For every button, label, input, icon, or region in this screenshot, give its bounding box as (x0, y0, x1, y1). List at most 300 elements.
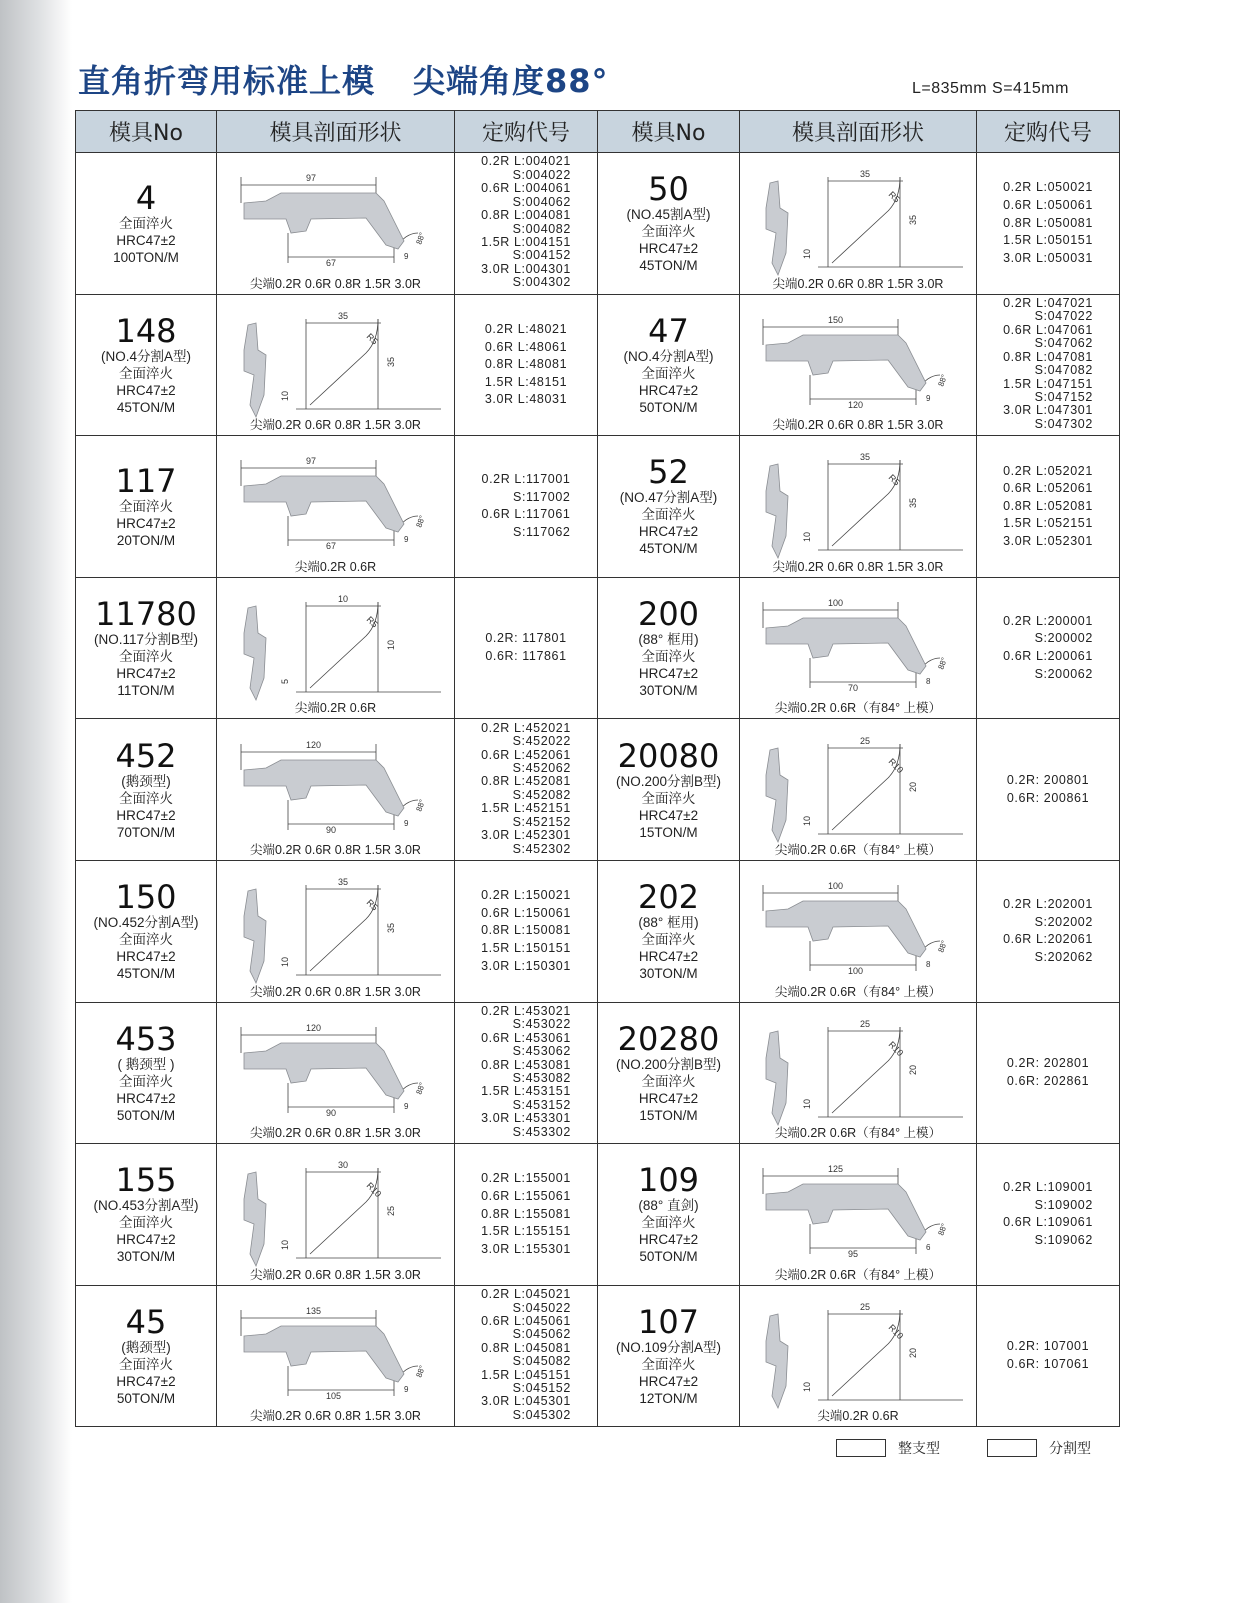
order-code-cell (455, 719, 598, 861)
dim-angle: 88° (936, 656, 950, 671)
die-spec-line: 50TON/M (639, 399, 698, 415)
die-spec-line: (88° 框用) (638, 915, 699, 931)
die-spec-line: 全面淬火 (641, 932, 696, 948)
die-profile-cell (740, 1002, 977, 1144)
die-profile-drawing (226, 1296, 446, 1416)
order-code: 3.0R L:045301 (481, 1394, 571, 1409)
dim-radius: R10 (886, 1322, 906, 1342)
order-code: 0.2R L:452021 (481, 720, 571, 735)
die-number-cell (76, 860, 217, 1002)
die-spec-line: 全面淬火 (119, 215, 173, 231)
tip-radius-options: 尖端0.2R 0.6R (294, 559, 377, 574)
dim-foot: 10 (279, 390, 290, 401)
die-spec-line: HRC47±2 (638, 241, 699, 257)
die-profile-drawing (226, 305, 446, 425)
die-number-cell (76, 1144, 217, 1286)
dim-bottom: 70 (848, 683, 859, 694)
header-die-no: 模具No (76, 111, 217, 153)
order-code: S:452302 (512, 841, 571, 856)
dim-height: 35 (385, 356, 396, 367)
order-code-cell (977, 153, 1120, 295)
order-code: 0.8R L:453081 (481, 1057, 571, 1072)
die-profile-drawing (226, 1154, 446, 1274)
dim-top: 25 (860, 1018, 871, 1029)
dim-tip: 9 (926, 393, 931, 403)
die-profile-cell (740, 436, 977, 578)
die-number-cell (598, 1285, 740, 1427)
die-profile-cell (217, 1002, 455, 1144)
order-code: S:109062 (1034, 1233, 1093, 1248)
die-spec-line: 45TON/M (116, 966, 176, 982)
die-spec-line: 全面淬火 (641, 224, 696, 240)
order-code: 0.6R: 107061 (1006, 1357, 1090, 1372)
dim-bottom: 105 (325, 1391, 341, 1402)
order-code: 3.0R L:052301 (1003, 533, 1093, 548)
die-profile-cell (217, 294, 455, 436)
order-code: 0.2R L:453021 (481, 1004, 571, 1019)
die-spec-line: 30TON/M (639, 683, 698, 699)
die-profile-drawing (748, 1296, 968, 1416)
die-spec-line: (NO.47分割A型) (619, 490, 718, 506)
order-code-cell (977, 1285, 1120, 1427)
die-spec-line: HRC47±2 (638, 949, 699, 965)
tip-radius-options: 尖端0.2R 0.6R (294, 701, 377, 716)
order-code: 0.8R L:48081 (484, 357, 568, 372)
die-spec-line: 100TON/M (113, 249, 179, 265)
legend-split: 分割型 (987, 1438, 1091, 1458)
dim-bottom: 67 (325, 258, 336, 269)
dim-top: 35 (860, 452, 871, 463)
order-code: 1.5R L:052151 (1003, 516, 1093, 531)
die-number-cell (598, 1144, 740, 1286)
dim-bottom: 90 (325, 824, 336, 835)
order-code: 0.2R L:48021 (484, 321, 568, 336)
dim-foot: 10 (279, 957, 290, 968)
die-spec-line: 全面淬火 (119, 1215, 173, 1231)
dim-top: 97 (305, 456, 316, 467)
die-profile-drawing (748, 588, 968, 708)
order-code-list (1007, 772, 1089, 807)
die-spec-line: (NO.109分割A型) (615, 1340, 722, 1356)
order-code: S:452082 (512, 787, 571, 802)
tip-radius-options: 尖端0.2R 0.6R 0.8R 1.5R 3.0R (250, 1126, 421, 1141)
order-code: 0.6R L:004061 (481, 181, 571, 196)
page-title: 直角折弯用标准上模 尖端角度88° (78, 62, 609, 100)
order-code: S:200002 (1034, 631, 1093, 646)
dim-foot: 5 (279, 679, 290, 685)
tip-radius-options: 尖端0.2R 0.6R 0.8R 1.5R 3.0R (250, 1267, 421, 1282)
order-code: 0.6R L:050061 (1003, 197, 1093, 212)
dim-bottom: 95 (848, 1249, 859, 1260)
order-code: 0.2R L:047021 (1003, 296, 1093, 311)
order-code: 0.2R L:052021 (1003, 463, 1093, 478)
order-code: 0.6R: 202861 (1006, 1073, 1090, 1088)
die-profile-cell (217, 1285, 455, 1427)
die-profile-cell (740, 294, 977, 436)
die-profile-cell (217, 153, 455, 295)
order-code: 0.8R L:150081 (481, 923, 571, 938)
order-code: S:117062 (513, 525, 571, 540)
dim-foot: 10 (802, 249, 812, 260)
die-spec-line: 15TON/M (639, 1107, 698, 1123)
die-spec-line: 全面淬火 (641, 365, 696, 381)
order-code-cell (455, 436, 598, 578)
die-spec-line: (鹅颈型) (121, 773, 171, 789)
tip-radius-options: 尖端0.2R 0.6R 0.8R 1.5R 3.0R (250, 1409, 421, 1424)
order-code: S:004062 (512, 194, 571, 209)
dim-foot: 10 (279, 1240, 290, 1251)
order-code-list (481, 155, 571, 289)
die-profile-drawing (226, 871, 446, 991)
order-code: 0.8R L:050081 (1003, 215, 1093, 230)
dim-top: 35 (860, 169, 871, 180)
order-code: S:045152 (512, 1381, 571, 1396)
die-catalog-table (75, 110, 1120, 1427)
die-spec-line: HRC47±2 (116, 232, 176, 248)
order-code-cell (455, 577, 598, 719)
dim-radius: R5 (364, 331, 380, 347)
dim-height: 20 (908, 1064, 918, 1075)
dim-top: 100 (828, 598, 844, 609)
order-code: S:117002 (513, 489, 571, 504)
die-spec-line: 70TON/M (116, 824, 176, 840)
order-code: 0.6R L:452061 (481, 747, 571, 762)
die-spec-line: HRC47±2 (116, 807, 176, 823)
die-spec-line: 45TON/M (639, 258, 698, 274)
dim-angle: 88° (936, 373, 950, 388)
order-code: S:453152 (512, 1097, 571, 1112)
die-spec-line: 全面淬火 (119, 649, 173, 665)
tip-radius-options: 尖端0.2R 0.6R（有84° 上模） (774, 1126, 942, 1141)
die-spec-line: HRC47±2 (116, 382, 176, 398)
die-number: 109 (637, 1161, 700, 1200)
table-row (76, 153, 1120, 295)
order-code: S:453302 (512, 1124, 571, 1139)
tip-radius-options: 尖端0.2R 0.6R 0.8R 1.5R 3.0R (250, 842, 421, 857)
dim-foot: 10 (802, 532, 812, 543)
dim-tip: 8 (926, 960, 931, 970)
dim-top: 120 (305, 1022, 321, 1033)
order-code: S:004152 (512, 248, 571, 263)
die-number-cell (598, 860, 740, 1002)
order-code-list (481, 887, 571, 975)
order-code: 1.5R L:045151 (481, 1367, 571, 1382)
dim-radius: R5 (886, 472, 902, 489)
die-number-cell (76, 1002, 217, 1144)
order-code-cell (977, 1002, 1120, 1144)
die-spec-line: (NO.117分割B型) (93, 632, 199, 648)
legend-whole: 整支型 (836, 1438, 940, 1458)
die-spec-line: 全面淬火 (119, 790, 173, 806)
dim-tip: 9 (403, 818, 408, 828)
tip-radius-options: 尖端0.2R 0.6R（有84° 上模） (774, 701, 942, 716)
dim-top: 25 (860, 735, 871, 746)
dim-top: 35 (337, 310, 348, 321)
die-spec-line: HRC47±2 (116, 1232, 176, 1248)
order-code: S:452152 (512, 814, 571, 829)
order-code: 0.2R L:202001 (1003, 897, 1093, 912)
die-number-cell (598, 577, 740, 719)
order-code: S:045302 (512, 1407, 571, 1422)
order-code: 1.5R L:004151 (481, 234, 571, 249)
dim-height: 25 (385, 1206, 396, 1217)
order-code-list (482, 471, 571, 541)
die-spec-line: 50TON/M (116, 1391, 176, 1407)
order-code: 1.5R L:047151 (1003, 376, 1093, 391)
order-code: 0.8R L:045081 (481, 1340, 571, 1355)
order-code: 3.0R L:453301 (481, 1111, 571, 1126)
order-code: 0.2R L:004021 (481, 154, 571, 169)
order-code: 0.8R L:052081 (1003, 498, 1093, 513)
order-code: 0.2R L:155001 (481, 1171, 571, 1186)
dim-angle: 88° (413, 231, 427, 246)
dim-angle: 88° (413, 1364, 427, 1379)
die-spec-line: HRC47±2 (638, 807, 699, 823)
die-spec-line: 全面淬火 (641, 1073, 696, 1089)
die-spec-line: 50TON/M (116, 1107, 176, 1123)
die-spec-line: HRC47±2 (638, 1374, 699, 1390)
dim-angle: 88° (936, 1222, 950, 1238)
dim-height: 35 (908, 215, 918, 226)
dim-bottom: 90 (325, 1107, 336, 1118)
order-code: 0.2R: 107001 (1006, 1339, 1090, 1354)
die-spec-line: 12TON/M (639, 1391, 698, 1407)
order-code-cell (977, 294, 1120, 436)
order-code: 1.5R L:155151 (481, 1224, 571, 1239)
die-spec-line: (鹅颈型) (121, 1340, 171, 1356)
order-code: 0.8R L:155081 (481, 1206, 571, 1221)
order-code-list (485, 321, 567, 409)
order-code: S:047302 (1034, 416, 1093, 431)
order-code: 0.6R L:109061 (1003, 1215, 1093, 1230)
die-profile-drawing (748, 1013, 968, 1133)
order-code: S:047152 (1034, 389, 1093, 404)
die-spec-line: (NO.452分割A型) (93, 915, 199, 931)
die-number: 50 (648, 170, 689, 209)
die-number-cell (598, 719, 740, 861)
tip-radius-options: 尖端0.2R 0.6R 0.8R 1.5R 3.0R (250, 984, 421, 999)
header-profile: 模具剖面形状 (740, 111, 977, 153)
order-code-list (1003, 297, 1093, 431)
die-spec-line: HRC47±2 (116, 1374, 176, 1390)
die-spec-line: 全面淬火 (641, 507, 696, 523)
order-code-list (1003, 463, 1093, 551)
die-spec-line: 全面淬火 (641, 790, 696, 806)
die-number: 107 (637, 1303, 700, 1342)
die-spec-line: 全面淬火 (641, 649, 696, 665)
order-code: S:452022 (512, 734, 571, 749)
order-code: 1.5R L:050151 (1003, 233, 1093, 248)
order-code-cell (455, 1002, 598, 1144)
die-profile-cell (740, 860, 977, 1002)
dim-foot: 10 (802, 815, 812, 826)
dim-height: 35 (908, 498, 918, 509)
order-code: 0.6R L:047061 (1003, 322, 1093, 337)
dim-foot: 10 (802, 1098, 812, 1109)
order-code-list (1003, 896, 1093, 966)
order-code: 0.6R L:150061 (481, 905, 571, 920)
order-code-list (1003, 613, 1093, 683)
order-code: S:004022 (512, 167, 571, 182)
die-spec-line: HRC47±2 (638, 1232, 699, 1248)
dim-angle: 88° (413, 514, 427, 530)
dim-top: 10 (337, 594, 348, 605)
die-number: 150 (115, 878, 177, 917)
order-code-cell (977, 577, 1120, 719)
order-code: S:047062 (1034, 336, 1093, 351)
order-code: S:452062 (512, 761, 571, 776)
dim-height: 35 (385, 923, 396, 934)
order-code-list (481, 1170, 571, 1258)
order-code: 0.8R L:047081 (1003, 349, 1093, 364)
die-spec-line: (NO.200分割B型) (615, 773, 722, 789)
table-row (76, 577, 1120, 719)
order-code: 0.6R: 200861 (1006, 790, 1090, 805)
order-code: 0.2R: 200801 (1006, 773, 1090, 788)
tip-radius-options: 尖端0.2R 0.6R 0.8R 1.5R 3.0R (250, 276, 421, 291)
die-spec-line: 全面淬火 (119, 1073, 173, 1089)
tip-radius-options: 尖端0.2R 0.6R (817, 1409, 899, 1424)
die-spec-line: 45TON/M (116, 399, 176, 415)
die-profile-cell (217, 719, 455, 861)
order-code: 0.6R L:045061 (481, 1314, 571, 1329)
die-spec-line: 全面淬火 (119, 365, 173, 381)
dim-tip: 9 (403, 1385, 408, 1395)
order-code: 0.2R L:050021 (1003, 180, 1093, 195)
die-profile-drawing (748, 871, 968, 991)
tip-angle-title: 尖端角度88° (413, 62, 609, 100)
die-profile-drawing (748, 1154, 968, 1274)
order-code: 0.2R L:200001 (1003, 613, 1093, 628)
page-edge-shadow (0, 0, 72, 1603)
order-code-cell (455, 1144, 598, 1286)
die-profile-drawing (226, 446, 446, 566)
die-spec-line: 20TON/M (116, 532, 176, 548)
die-number-cell (598, 436, 740, 578)
order-code: 0.6R L:200061 (1003, 649, 1093, 664)
dim-tip: 9 (403, 252, 408, 262)
dim-radius: R10 (886, 756, 906, 775)
die-spec-line: (88° 直剑) (638, 1198, 699, 1214)
die-profile-cell (740, 1144, 977, 1286)
order-code-cell (977, 719, 1120, 861)
order-code: 0.2R L:045021 (481, 1287, 571, 1302)
table-row (76, 1144, 1120, 1286)
die-spec-line: HRC47±2 (638, 1090, 699, 1106)
tip-radius-options: 尖端0.2R 0.6R 0.8R 1.5R 3.0R (772, 418, 944, 433)
die-profile-drawing (748, 730, 968, 850)
die-number-cell (76, 294, 217, 436)
order-code: S:004302 (512, 275, 571, 290)
order-code-list (481, 1288, 571, 1422)
table-row (76, 1002, 1120, 1144)
die-number: 202 (637, 878, 700, 917)
die-number-cell (598, 294, 740, 436)
dim-bottom: 100 (848, 966, 864, 977)
order-code: 3.0R L:047301 (1003, 403, 1093, 418)
die-number-cell (598, 153, 740, 295)
order-code: S:453082 (512, 1071, 571, 1086)
die-number: 117 (115, 461, 177, 500)
table-header (76, 111, 1120, 153)
die-spec-line: HRC47±2 (116, 666, 176, 682)
die-spec-line: 全面淬火 (119, 498, 173, 514)
order-code: S:004082 (512, 221, 571, 236)
tip-radius-options: 尖端0.2R 0.6R 0.8R 1.5R 3.0R (250, 418, 421, 433)
table-row (76, 436, 1120, 578)
order-code: 3.0R L:004301 (481, 261, 571, 276)
dim-foot: 10 (802, 1382, 812, 1393)
die-spec-line: 全面淬火 (119, 932, 173, 948)
die-spec-line: 30TON/M (116, 1249, 176, 1265)
die-spec-line: (88° 框用) (638, 632, 699, 648)
die-number-cell (76, 719, 217, 861)
tip-radius-options: 尖端0.2R 0.6R（有84° 上模） (774, 842, 942, 857)
dim-radius: R5 (886, 189, 902, 205)
order-code-cell (455, 1285, 598, 1427)
table-row (76, 719, 1120, 861)
order-code-list (1003, 1179, 1093, 1249)
order-code: 0.6R L:453061 (481, 1030, 571, 1045)
order-code: S:202002 (1034, 914, 1093, 929)
die-number: 11780 (95, 595, 197, 634)
tip-radius-options: 尖端0.2R 0.6R 0.8R 1.5R 3.0R (772, 276, 944, 291)
die-profile-drawing (226, 730, 446, 850)
order-code: 0.6R: 117861 (485, 649, 567, 664)
die-spec-line: HRC47±2 (638, 382, 699, 398)
order-code: 0.2R L:150021 (481, 888, 571, 903)
die-spec-line: ( 鹅颈型 ) (117, 1056, 175, 1072)
order-code: 0.2R L:109001 (1003, 1180, 1093, 1195)
order-code: 3.0R L:155301 (481, 1241, 571, 1256)
die-spec-line: (NO.45割A型) (626, 207, 711, 223)
dim-tip: 8 (926, 677, 931, 687)
order-code: S:453062 (512, 1044, 571, 1059)
dim-top: 35 (337, 877, 348, 888)
die-profile-drawing (748, 305, 968, 425)
die-number-cell (76, 153, 217, 295)
tip-radius-options: 尖端0.2R 0.6R（有84° 上模） (774, 1267, 942, 1282)
die-profile-cell (740, 153, 977, 295)
order-code: 0.6R L:202061 (1003, 932, 1093, 947)
dim-tip: 9 (403, 1101, 408, 1111)
order-code: S:453022 (512, 1017, 571, 1032)
die-spec-line: 15TON/M (639, 824, 698, 840)
die-profile-drawing (226, 1013, 446, 1133)
order-code: S:045082 (512, 1354, 571, 1369)
order-code: 3.0R L:48031 (484, 392, 568, 407)
die-profile-drawing (226, 588, 446, 708)
order-code-cell (977, 436, 1120, 578)
dim-top: 25 (860, 1302, 871, 1313)
order-code: S:200062 (1034, 666, 1093, 681)
dim-tip: 6 (926, 1243, 931, 1253)
die-number: 45 (125, 1303, 167, 1342)
header-order-code: 定购代号 (455, 111, 598, 153)
dim-height: 20 (908, 1348, 918, 1359)
die-number: 155 (115, 1161, 177, 1200)
dim-height: 20 (908, 781, 918, 792)
order-code: 1.5R L:48151 (484, 374, 568, 389)
die-spec-line: (NO.4分割A型) (100, 348, 191, 364)
dim-top: 30 (337, 1160, 348, 1171)
die-spec-line: 全面淬火 (641, 1357, 696, 1373)
die-profile-cell (217, 860, 455, 1002)
order-code-cell (977, 860, 1120, 1002)
order-code: S:202062 (1034, 949, 1093, 964)
die-spec-line: 全面淬火 (119, 1357, 173, 1373)
order-code-cell (455, 294, 598, 436)
